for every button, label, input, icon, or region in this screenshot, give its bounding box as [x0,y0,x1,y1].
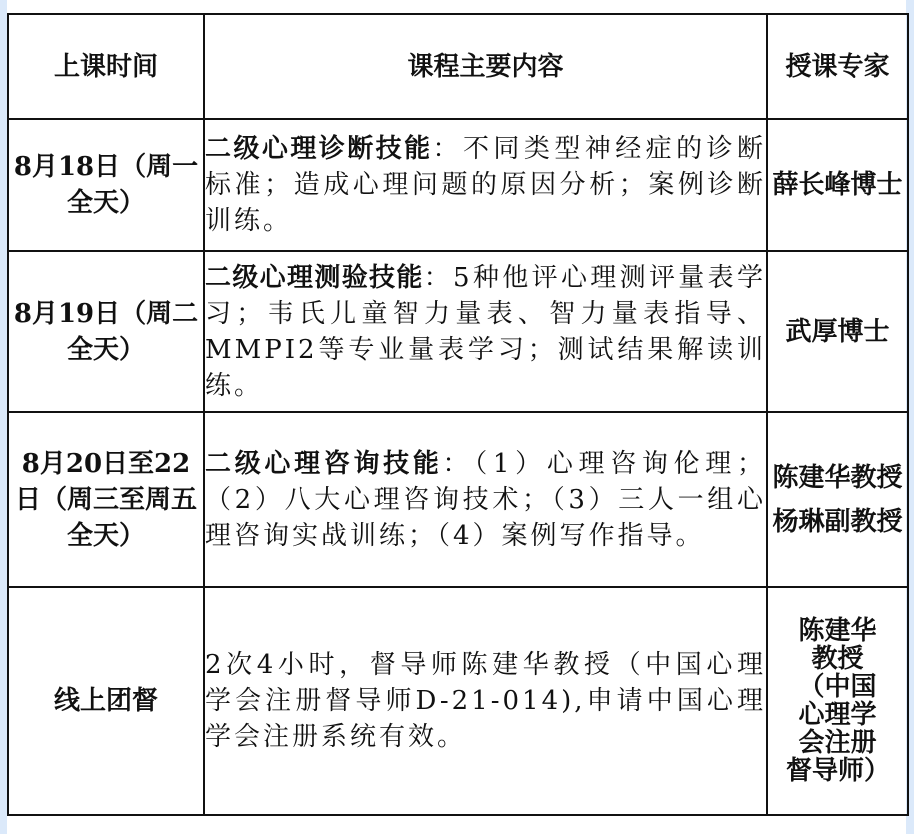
table-row [8,251,908,412]
table-row [8,119,908,251]
table-header-row [8,14,908,119]
content-lead: 二级心理诊断技能 [205,134,433,164]
row-expert: 薛长峰博士 [767,119,908,251]
table-row [8,412,908,587]
row-expert: 陈建华教授 杨琳副教授 [767,412,908,587]
content-lead: 二级心理测验技能 [205,262,424,293]
content-body: ：不同类型神经症的诊断标准；造成心理问题的原因分析；案例诊断训练。 [205,134,766,236]
header-time: 上课时间 [8,14,204,119]
row-expert: 武厚博士 [767,251,908,412]
row-time: 8月20日至22日（周三至周五全天） [8,412,204,587]
header-expert: 授课专家 [767,14,908,119]
row-content [204,119,767,251]
row-content [204,412,767,587]
row-expert: 陈建华教授（中国心理学会注册督导师） [767,587,908,815]
content-body: ：5种他评心理测评量表学习；韦氏儿童智力量表、智力量表指导、MMPI2等专业量表学习；测试结果解读训练。 [205,262,766,401]
header-content: 课程主要内容 [204,14,767,119]
content-body: ：（1）心理咨询伦理；（2）八大心理咨询技术；（3）三人一组心理咨询实战训练；（4）案例写作指导。 [205,448,766,551]
row-content [204,251,767,412]
row-time: 8月19日（周二全天） [8,251,204,412]
table-row [8,587,908,815]
content-lead: 二级心理咨询技能 [205,448,443,479]
course-schedule-table [7,13,909,816]
row-time: 线上团督 [8,587,204,815]
content-body: 2次4小时，督导师陈建华教授（中国心理学会注册督导师D-21-014),申请中国心理学会注册系统有效。 [205,650,766,752]
row-time: 8月18日（周一全天） [8,119,204,251]
row-content [204,587,767,815]
